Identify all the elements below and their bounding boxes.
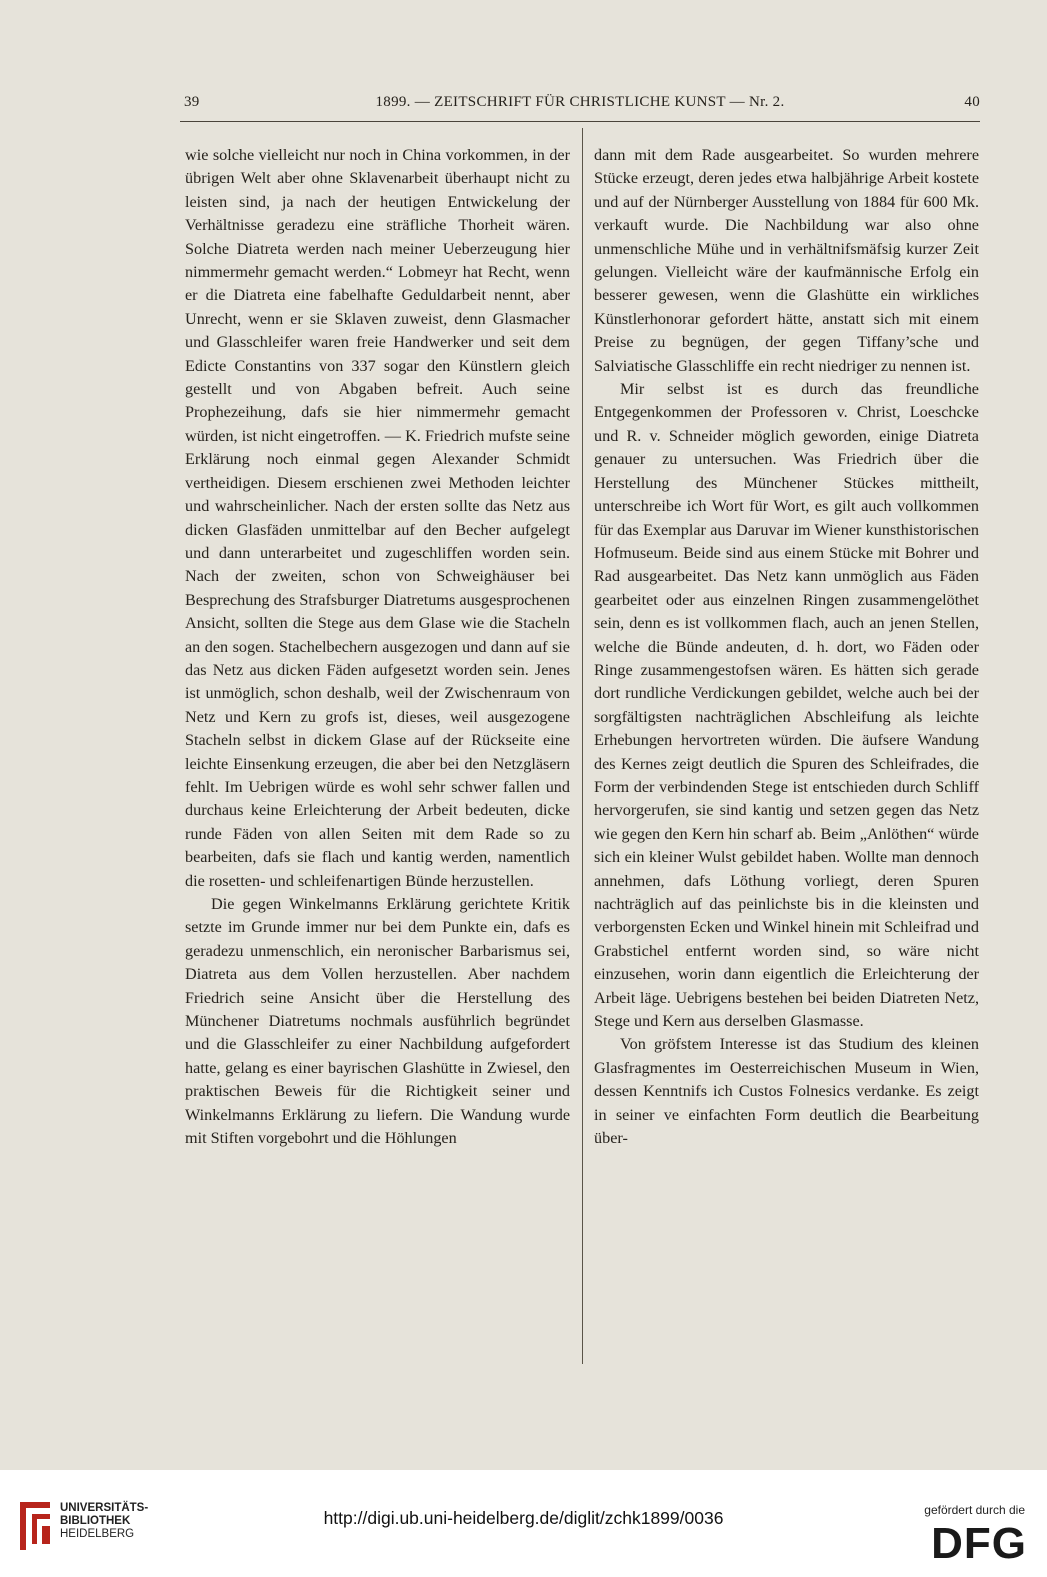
- journal-title: 1899. — ZEITSCHRIFT FÜR CHRISTLICHE KUNST — Nr. 2.: [375, 94, 785, 110]
- paragraph: wie solche vielleicht nur noch in China vorkommen, in der übrigen Welt aber ohne Sklavenarbeit überhaupt nicht zu leisten sind, ja nach der heutigen Entwickelung der Verhältnisse geradezu eine sträfliche Thorheit wären. Solche Diatreta werden nach meiner Ueberzeugung hier nimmermehr gemacht werden.“ Lobmeyr hat Recht, wenn er die Diatreta eine fabelhafte Geduldarbeit nennt, aber Unrecht, wenn er sie Sklaven zuweist, denn Glasmacher und Glasschleifer waren freie Handwerker und seit dem Edicte Constantins von 337 sogar den Künstlern gleich gestellt und von Abgaben befreit. Auch seine Prophezeihung, dafs sie hier nimmermehr gemacht würden, ist nicht eingetroffen. — K. Friedrich mufste seine Erklärung noch einmal gegen Alexander Schmidt vertheidigen. Diesem erschienen zwei Methoden leichter und wahrscheinlicher. Nach der ersten sollte das Netz aus dicken Glasfäden unmittelbar auf den Becher aufgelegt und dann unterarbeitet und zugeschliffen worden sein. Nach der zweiten, schon von Schweighäuser bei Besprechung des Strafsburger Diatretums ausgesprochenen Ansicht, sollten die Stege aus dem Glase wie die Stacheln an den sogen. Stachelbechern ausgezogen und dann auf sie das Netz aus dicken Fäden aufgesetzt worden sein. Jenes ist unmöglich, schon deshalb, weil der Zwischenraum von Netz und Kern zu grofs ist, dieses, weil ausgezogene Stacheln selbst in dickem Glase auf der Rückseite eine leichte Einsenkung erzeugen, die aber bei den Netzgläsern fehlt. Im Uebrigen würde es wohl sehr schwer fallen und durchaus keine Erleichterung der Arbeit bedeuten, dicke runde Fäden von allen Seiten mit dem Rade so zu bearbeiten, dafs sie flach und kantig werden, namentlich die rosetten- und schleifenartigen Bünde herzustellen.: [185, 146, 570, 890]
- paragraph: Mir selbst ist es durch das freundliche Entgegenkommen der Professoren v. Christ, Loeschcke und R. v. Schneider möglich geworden, einige Diatreta genauer zu untersuchen. Was Friedrich über die Herstellung des Münchener Stückes mittheilt, unterschreibe ich Wort für Wort, es gilt auch vollkommen für das Exemplar aus Daruvar im Wiener kunsthistorischen Hofmuseum. Beide sind aus einem Stücke mit Bohrer und Rad ausgearbeitet. Das Netz kann unmöglich aus Fäden gearbeitet oder aus einzelnen Ringen zusammengelöthet sein, denn es ist vollkommen flach, auch an jenen Stellen, welche die Bünde andeuten, d. h. dort, wo Fäden oder Ringe zusammengestofsen wären. Es hätten sich gerade dort rundliche Verdickungen gebildet, welche auch bei der sorgfältigsten nachträglichen Abschleifung als leichte Erhebungen hervortreten würden. Die äufsere Wandung des Kernes zeigt deutlich die Spuren des Schleifrades, die Form der verbindenden Stege ist entschieden durch Schliff hervorgerufen, sie sind kantig und setzen gegen das Netz wie gegen den Kern hin scharf ab. Beim „Anlöthen“ würde sich ein kleiner Wulst gebildet haben. Wollte man dennoch annehmen, dafs Löthung vorliegt, deren Spuren nachträglich auf das peinlichste bis in die kleinsten und verborgensten Ecken und Winkel hinein mit Schleifrad und Grabstichel entfernt worden sind, so wäre nicht einzusehen, worin dann eigentlich die Erleichterung der Arbeit läge. Uebrigens bestehen bei beiden Diatreten Netz, Stege und Kern aus derselben Glasmasse.: [594, 380, 979, 1031]
- dfg-logo: DFG: [931, 1519, 1027, 1568]
- funding-caption: gefördert durch die: [924, 1503, 1025, 1517]
- right-column: [594, 144, 979, 1150]
- paragraph: Von gröfstem Interesse ist das Studium des kleinen Glasfragmentes im Oesterreichischen Museum in Wien, dessen Kenntnifs ich Custos Folnesics verdanke. Es zeigt in seiner ve einfachten Form deutlich die Bearbeitung über-: [594, 1035, 979, 1148]
- page-number-right: 40: [964, 94, 980, 110]
- permalink-url[interactable]: http://digi.ub.uni-heidelberg.de/diglit/zchk1899/0036: [323, 1508, 724, 1528]
- paragraph: Die gegen Winkelmanns Erklärung gerichtete Kritik setzte im Grunde immer nur bei dem Punkte ein, dafs es geradezu unmenschlich, ein neronischer Barbarismus sei, Diatreta aus dem Vollen herzustellen. Aber nachdem Friedrich seine Ansicht über die Herstellung des Münchener Diatretums nochmals ausführlich begründet und die Glasschleifer zu einer Nachbildung aufgefordert hatte, gelang es einer bayrischen Glashütte in Zwiesel, den praktischen Beweis für die Richtigkeit seiner und Winkelmanns Erklärung zu liefern. Die Wandung wurde mit Stiften vorgebohrt und die Höhlungen: [185, 895, 570, 1148]
- left-column: [185, 144, 570, 1150]
- header-rule: [180, 121, 980, 122]
- page-number-left: 39: [184, 94, 200, 110]
- column-divider: [582, 128, 583, 1364]
- library-name: UNIVERSITÄTS- BIBLIOTHEK HEIDELBERG: [60, 1502, 149, 1540]
- paragraph: dann mit dem Rade ausgearbeitet. So wurden mehrere Stücke erzeugt, deren jedes etwa halbjährige Arbeit kostete und auf der Nürnberger Ausstellung von 1884 für 600 Mk. verkauft wurde. Die Nachbildung war also ohne unmenschliche Mühe und in verhältnifsmäfsig kurzer Zeit gelungen. Vielleicht wäre der kaufmännische Erfolg ein besserer gewesen, wenn die Glashütte ein wirkliches Künstlerhonorar gefordert hätte, anstatt sich mit einem Preise zu begnügen, der gegen Tiffany’sche und Salviatische Glasschliffe ein recht niedriger zu nennen ist.: [594, 146, 979, 375]
- running-header: [180, 94, 980, 118]
